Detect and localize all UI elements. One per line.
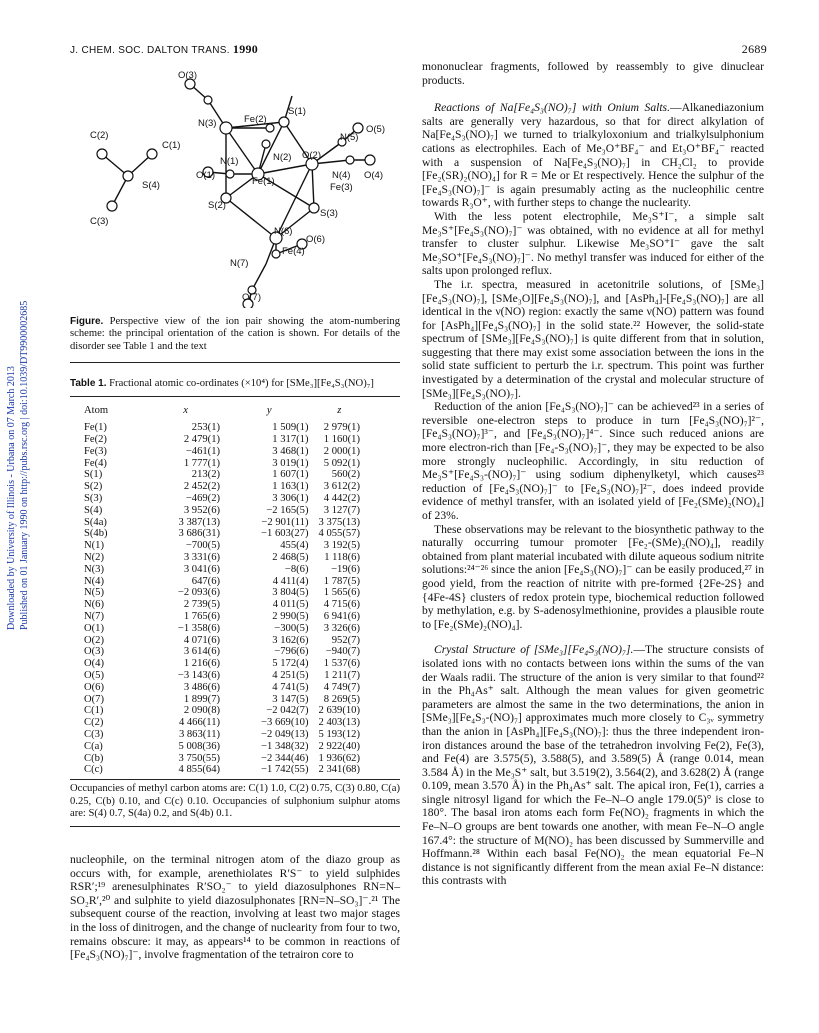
atom-label: O(3)	[178, 70, 197, 81]
table-row	[70, 635, 400, 647]
figure-caption: Figure. Perspective view of the ion pair showing the atom-numbering scheme: the principal orientation of the cation is shown. For details of the disorder see Table 1 and the text	[70, 316, 400, 352]
table-cell: N(1)	[84, 540, 105, 552]
atom-label: C(1)	[162, 140, 181, 151]
atom-label: S(1)	[288, 106, 306, 117]
atom-label: Fe(4)	[282, 246, 305, 257]
table-cell: −1 348(32)	[261, 740, 309, 752]
atom-label: N(3)	[198, 118, 217, 129]
table-rule-top	[70, 396, 400, 397]
table-row	[70, 741, 400, 753]
table-cell: 5 008(36)	[178, 740, 221, 752]
table-cell: 952(7)	[331, 634, 360, 646]
table-cell: 1 118(6)	[324, 551, 360, 563]
divider	[70, 362, 400, 363]
right-body-text	[422, 60, 764, 888]
table-cell: −796(6)	[274, 646, 309, 658]
paragraph: nucleophile, on the terminal nitrogen atom of the diazo group as occurs with, for example, arenethiolates R′S⁻ to yield sulphides RSR′;¹⁹ arenesulphinates R′SO₂⁻ to yield diazosulphones RN=N–SO₂R′,²⁰ and sulphite to yield diazosulphonates [RN=N–SO₃]⁻.²¹ The subsequent course of the reaction, involving at least two major stages in the loss of dinitrogen, and the change of nuclearity from four to two, remains obscure: it may, as appears¹⁴ to be common in reactions of [Fe₄S₃(NO)₇]⁻, involve fragmentation of the tetrairon core to	[70, 853, 401, 962]
table-cell: 1 787(5)	[323, 575, 360, 587]
table-cell: 213(2)	[191, 469, 221, 481]
table-cell: 1 936(62)	[318, 752, 360, 764]
table-cell: O(7)	[84, 693, 105, 705]
table-cell: −461(1)	[185, 445, 221, 457]
table-cell: 1 899(7)	[183, 693, 221, 705]
table-row	[70, 753, 400, 765]
table-cell: −2 049(13)	[261, 728, 309, 740]
atom-label: O(4)	[364, 170, 383, 181]
table-cell: 2 739(5)	[183, 599, 221, 611]
table-cell: Fe(4)	[84, 457, 107, 469]
table-cell: −8(6)	[284, 563, 309, 575]
table-cell: 1 765(6)	[183, 610, 221, 622]
atom-label: N(7)	[230, 258, 249, 269]
table-row	[70, 458, 400, 470]
atom-label: Fe(1)	[252, 176, 275, 187]
table-cell: N(6)	[84, 599, 105, 611]
table-body	[70, 405, 400, 776]
table-cell: Fe(1)	[84, 422, 107, 434]
table-cell: −19(6)	[331, 563, 360, 575]
table-row	[70, 599, 400, 611]
table-row	[70, 587, 400, 599]
paragraph: Reduction of the anion [Fe₄S₃(NO)₇]⁻ can be achieved²³ in a series of reversible one-electron steps to produce in turn [Fe₄S₃(NO)₇]²⁻, [Fe₄S₃(NO)₇]³⁻, and [Fe₄S₃(NO)₇]⁴⁻. Since such reduced anions are more electron-rich than [Fe₄-S₃(NO)₇]⁻, they may be expected to be also more strongly nucleophilic. Accordingly, in situ reduction of Me₃S⁺[Fe₄S₃-(NO)₇]⁻ using sodium diphenylketyl, which causes²³ reduction of [Fe₄S₃(NO)₇]⁻ to [Fe₄S₃(NO)₇]²⁻, does indeed provide evidence of methyl transfer, with an isolated yield of [Fe₂(SMe)₂(NO)₄] of 23%.	[422, 400, 764, 522]
atom-label: N(2)	[273, 152, 292, 163]
table-cell: 4 071(6)	[183, 634, 221, 646]
table-row	[70, 670, 400, 682]
table-cell: N(3)	[84, 563, 105, 575]
atom-label: O(6)	[306, 234, 325, 245]
table-cell: 4 466(11)	[178, 717, 221, 729]
table-cell: 4 251(5)	[272, 669, 309, 681]
table-cell: 3 387(13)	[178, 516, 221, 528]
col-header: z	[337, 405, 342, 417]
table-cell: 1 317(1)	[272, 434, 309, 445]
table-cell: 4 855(64)	[178, 764, 221, 776]
table-cell: 3 375(13)	[318, 516, 360, 528]
table-row	[70, 694, 400, 706]
table-cell: O(4)	[84, 658, 105, 670]
table-cell: 3 686(31)	[178, 528, 221, 540]
coordinates-table	[70, 378, 400, 827]
table-row	[70, 434, 400, 446]
table-cell: 1 509(1)	[272, 422, 309, 434]
table-cell: −2 344(46)	[261, 752, 309, 764]
table-cell: N(4)	[84, 575, 105, 587]
table-cell: 2 979(1)	[323, 422, 360, 434]
table-cell: −2 042(7)	[266, 705, 309, 717]
table-cell: N(5)	[84, 587, 105, 599]
table-row	[70, 658, 400, 670]
table-cell: −2 093(6)	[177, 587, 221, 599]
table-cell: N(2)	[84, 551, 105, 563]
table-cell: 5 193(12)	[318, 728, 360, 740]
table-cell: 1 216(6)	[183, 658, 221, 670]
table-cell: Fe(2)	[84, 434, 107, 445]
table-cell: 3 147(5)	[272, 693, 309, 705]
table-cell: S(2)	[84, 481, 103, 493]
table-cell: 3 952(6)	[183, 504, 221, 516]
ion-pair-figure	[70, 68, 400, 308]
table-cell: O(3)	[84, 646, 105, 658]
table-cell: 1 777(1)	[183, 457, 221, 469]
table-row	[70, 505, 400, 517]
table-cell: C(a)	[84, 740, 103, 752]
table-cell: 560(2)	[331, 469, 360, 481]
table-cell: 1 607(1)	[272, 469, 309, 481]
table-cell: S(1)	[84, 469, 103, 481]
table-title: Table 1. Fractional atomic co-ordinates (×10⁴) for [SMe₃][Fe₄S₃(NO)₇]	[70, 378, 374, 389]
table-row	[70, 564, 400, 576]
atom-label: S(4)	[142, 180, 160, 191]
table-cell: Fe(3)	[84, 445, 107, 457]
atom-label: O(2)	[302, 150, 321, 161]
table-cell: S(4a)	[84, 516, 107, 528]
table-cell: −300(5)	[274, 622, 309, 634]
table-cell: C(1)	[84, 705, 104, 717]
table-row	[70, 646, 400, 658]
table-cell: 2 341(68)	[318, 764, 360, 776]
table-rule-bottom	[70, 779, 400, 780]
table-row	[70, 611, 400, 623]
table-cell: 3 019(1)	[272, 457, 309, 469]
table-cell: 3 041(6)	[183, 563, 221, 575]
table-cell: 5 092(1)	[323, 457, 360, 469]
watermark-doi-line[interactable]: Published on 01 January 1990 on http://pubs.rsc.org | doi:10.1039/DT9900002685	[19, 300, 30, 630]
table-cell: −2 165(5)	[266, 504, 309, 516]
table-cell: 455(4)	[280, 540, 309, 552]
table-cell: 1 537(6)	[323, 658, 360, 670]
paragraph: Crystal Structure of [SMe₃][Fe₄S₃(NO)₇].—The structure consists of isolated ions with no contacts between ions within the sums of the van der Waals radii. The structure of the anion is very similar to that found²² in the Ph₄As⁺ salt. Although the mean values for given geometric parameters are almost the same in the two determinations, the anion in [SMe₃][Fe₄S₃-(NO)₇] approximates much more closely to C₃ᵥ symmetry than the anion in [AsPh₄][Fe₄S₃(NO)₇]: thus the three independent iron-iron distances around the base of the tetrahedron involving Fe(2), Fe(3), and Fe(4) are 3.575(5), 3.588(5), and 3.589(5) Å (range 0.014, mean 3.584 Å) in the Me₃S⁺ salt, but 3.519(2), 3.564(2), and 3.628(2) Å (range 0.109, mean 3.570 Å) in the Ph₄As⁺ salt. The apical iron, Fe(1), carries a single nitrosyl ligand for which the Fe–N–O angle 179.0(5)° is close to 180°. The basal iron atoms each form Fe(NO)₂ fragments in which the Fe–N–O groups are bent towards one another, with mean Fe–N–O angle 167.4°: the structure of M(NO)₂ has been discussed by Summerville and Hoffmann.²⁸ Within each basal Fe(NO)₂ the mean equatorial Fe–N distance is not significantly different from the mean axial Fe–N distance: this contrasts with	[422, 643, 764, 888]
table-cell: 3 750(55)	[178, 752, 221, 764]
table-row	[70, 469, 400, 481]
table-cell: 1 160(1)	[323, 434, 360, 445]
table-cell: 2 990(5)	[272, 610, 309, 622]
table-cell: 3 326(6)	[323, 622, 360, 634]
table-row	[70, 517, 400, 529]
table-cell: 2 479(1)	[183, 434, 221, 445]
download-watermark	[6, 270, 30, 630]
atom-label: Fe(3)	[330, 182, 353, 193]
table-row	[70, 576, 400, 588]
table-cell: 1 211(7)	[324, 669, 360, 681]
atom-label: O(1)	[196, 170, 215, 181]
table-row	[70, 705, 400, 717]
table-cell: −2 901(11)	[261, 516, 309, 528]
table-cell: 4 442(2)	[323, 492, 360, 504]
table-cell: 8 269(5)	[323, 693, 360, 705]
table-row	[70, 552, 400, 564]
table-row	[70, 540, 400, 552]
table-cell: S(4b)	[84, 528, 108, 540]
table-cell: 253(1)	[191, 422, 221, 434]
atom-label: S(3)	[320, 208, 338, 219]
table-cell: 3 612(2)	[323, 481, 360, 493]
section-heading: Reactions of Na[Fe₄S₃(NO)₇] with Onium Salts.	[434, 101, 670, 115]
table-cell: 3 468(1)	[272, 445, 309, 457]
table-cell: 4 749(7)	[323, 681, 360, 693]
atom-label: C(3)	[90, 216, 109, 227]
table-cell: 2 452(2)	[183, 481, 221, 493]
table-cell: −3 143(6)	[177, 669, 221, 681]
table-cell: O(6)	[84, 681, 105, 693]
table-rule-end	[70, 826, 400, 827]
table-cell: 2 639(10)	[318, 705, 360, 717]
table-cell: 2 000(1)	[323, 445, 360, 457]
table-cell: C(c)	[84, 764, 103, 776]
table-row	[70, 481, 400, 493]
atom-label: S(2)	[208, 200, 226, 211]
page-number: 2689	[741, 42, 767, 56]
table-cell: 3 127(7)	[323, 504, 360, 516]
table-row	[70, 446, 400, 458]
left-body-text	[70, 853, 400, 962]
paragraph: These observations may be relevant to the biosynthetic pathway to the naturally occurring tumour promoter [Fe₂-(SMe)₂(NO)₄], readily obtained from plant material incubated with dilute aqueous sodium nitrite solutions:²⁴⁻²⁶ since the anion [Fe₄S₃(NO)₇]⁻ can be easily produced,²⁷ in good yield, from the reaction of nitrite with pre-formed {2Fe-2S} and {4Fe-4S} clusters of redox protein type, biochemical reduction followed by methylation, e.g. by S-adenosylmethionine, provides a plausible route to [Fe₂(SMe)₂(NO)₄].	[422, 522, 764, 631]
atom-label: Fe(2)	[244, 114, 267, 125]
table-cell: 1 565(6)	[323, 587, 360, 599]
table-cell: −940(7)	[325, 646, 360, 658]
table-cell: 3 162(6)	[272, 634, 309, 646]
table-cell: C(2)	[84, 717, 104, 729]
paragraph: mononuclear fragments, followed by reassembly to give dinuclear products.	[422, 60, 764, 87]
atom-label: O(5)	[366, 124, 385, 135]
table-cell: O(1)	[84, 622, 105, 634]
table-cell: −1 603(27)	[261, 528, 309, 540]
atom-label: N(4)	[332, 170, 351, 181]
table-cell: 3 614(6)	[183, 646, 221, 658]
table-cell: O(2)	[84, 634, 105, 646]
table-row	[70, 493, 400, 505]
table-cell: 3 486(6)	[183, 681, 221, 693]
table-cell: −1 742(55)	[261, 764, 309, 776]
table-cell: N(7)	[84, 610, 105, 622]
table-cell: 2 468(5)	[272, 551, 309, 563]
paragraph: Reactions of Na[Fe₄S₃(NO)₇] with Onium Salts.—Alkanediazonium salts are generally very hazardous, so that for direct alkylation of Na[Fe₄S₃(NO)₇] we turned to trialkyloxonium and trialkylsulphonium cations as electrophiles. Each of Me₃O⁺BF₄⁻ and Et₃O⁺BF₄⁻ reacted with a suspension of Na[Fe₄S₃(NO)₇] in CH₂Cl₂ to provide [Fe₂(SR)₂(NO)₄] for R = Me or Et respectively. Hence the sulphur of the [Fe₄S₃(NO)₇]⁻ is again presumably acting as the nucleophilic centre towards R₃O⁺, with further steps to change the nuclearity.	[422, 101, 764, 210]
atom-label: N(5)	[340, 132, 359, 143]
table-cell: S(3)	[84, 492, 103, 504]
paragraph: With the less potent electrophile, Me₃S⁺I⁻, a simple salt Me₃S⁺[Fe₄S₃(NO)₇]⁻ was obtained, with no evidence at all for methyl transfer to cluster sulphur. Likewise Me₃SO⁺I⁻ gave the salt Me₃SO⁺[Fe₄S₃(NO)₇]⁻. No methyl transfer was induced for either of the salts upon prolonged reflux.	[422, 209, 764, 278]
section-heading: Crystal Structure of [SMe₃][Fe₄S₃(NO)₇].	[434, 643, 634, 657]
watermark-download-line[interactable]: Downloaded by University of Illinois - Urbana on 07 March 2013	[6, 366, 17, 630]
table-cell: 3 331(6)	[183, 551, 221, 563]
table-footnote: Occupancies of methyl carbon atoms are: C(1) 1.0, C(2) 0.75, C(3) 0.80, C(a) 0.25, C(b) 0.10, and C(c) 0.10. Occupancies of sulphonium sulphur atoms are: S(4) 0.7, S(4a) 0.2, and S(4b) 0.1.	[70, 783, 400, 819]
table-cell: 3 306(1)	[272, 492, 309, 504]
col-header: x	[183, 405, 188, 417]
table-cell: 6 941(6)	[323, 610, 360, 622]
table-cell: 4 011(5)	[272, 599, 309, 611]
running-header: J. CHEM. SOC. DALTON TRANS. 1990	[70, 42, 259, 56]
table-cell: 3 863(11)	[178, 728, 221, 740]
atom-label: O(7)	[242, 292, 261, 303]
table-cell: 3 804(5)	[272, 587, 309, 599]
table-cell: 3 192(5)	[323, 540, 360, 552]
table-row	[70, 764, 400, 776]
col-header: y	[266, 405, 272, 417]
table-cell: 4 715(6)	[323, 599, 360, 611]
table-cell: 4 411(4)	[272, 575, 309, 587]
atom-label: N(1)	[220, 156, 239, 167]
table-cell: −700(5)	[185, 540, 221, 552]
table-cell: C(b)	[84, 752, 104, 764]
table-row	[70, 717, 400, 729]
table-row	[70, 422, 400, 434]
table-cell: 4 055(57)	[318, 528, 360, 540]
atom-label: C(2)	[90, 130, 109, 141]
table-row	[70, 682, 400, 694]
table-header-row	[70, 405, 400, 417]
table-cell: C(3)	[84, 728, 104, 740]
table-cell: −469(2)	[185, 492, 221, 504]
table-cell: −1 358(6)	[177, 622, 221, 634]
table-cell: 5 172(4)	[272, 658, 309, 670]
table-cell: O(5)	[84, 669, 105, 681]
table-row	[70, 623, 400, 635]
table-cell: 2 090(8)	[183, 705, 221, 717]
table-cell: 4 741(5)	[272, 681, 309, 693]
table-cell: 2 403(13)	[318, 717, 360, 729]
atom-label: N(6)	[274, 226, 293, 237]
table-cell: S(4)	[84, 504, 103, 516]
paragraph: The i.r. spectra, measured in acetonitrile solutions, of [SMe₃][Fe₄S₃(NO)₇], [SMe₃O][Fe₄S₃(NO)₇], and [AsPh₄]-[Fe₄S₃(NO)₇] are all identical in the ν(NO) region: exactly the same ν(NO) pattern was found for [AsPh₄][Fe₄S₃(NO)₇] in the solid state.²² However, the solid-state spectrum of [SMe₃][Fe₄S₃(NO)₇] is quite different from that in solution, suggesting that there may exist some association between the ions in the solid state sufficient to perturb the i.r. spectrum. This point was further investigated by a determination of the crystal and molecular structure of [SMe₃][Fe₄S₃(NO)₇].	[422, 277, 764, 400]
table-cell: −3 669(10)	[261, 717, 309, 729]
table-row	[70, 528, 400, 540]
table-cell: 1 163(1)	[272, 481, 309, 493]
col-header: Atom	[84, 405, 109, 417]
table-cell: 647(6)	[191, 575, 221, 587]
table-row	[70, 729, 400, 741]
table-cell: 2 922(40)	[318, 740, 360, 752]
